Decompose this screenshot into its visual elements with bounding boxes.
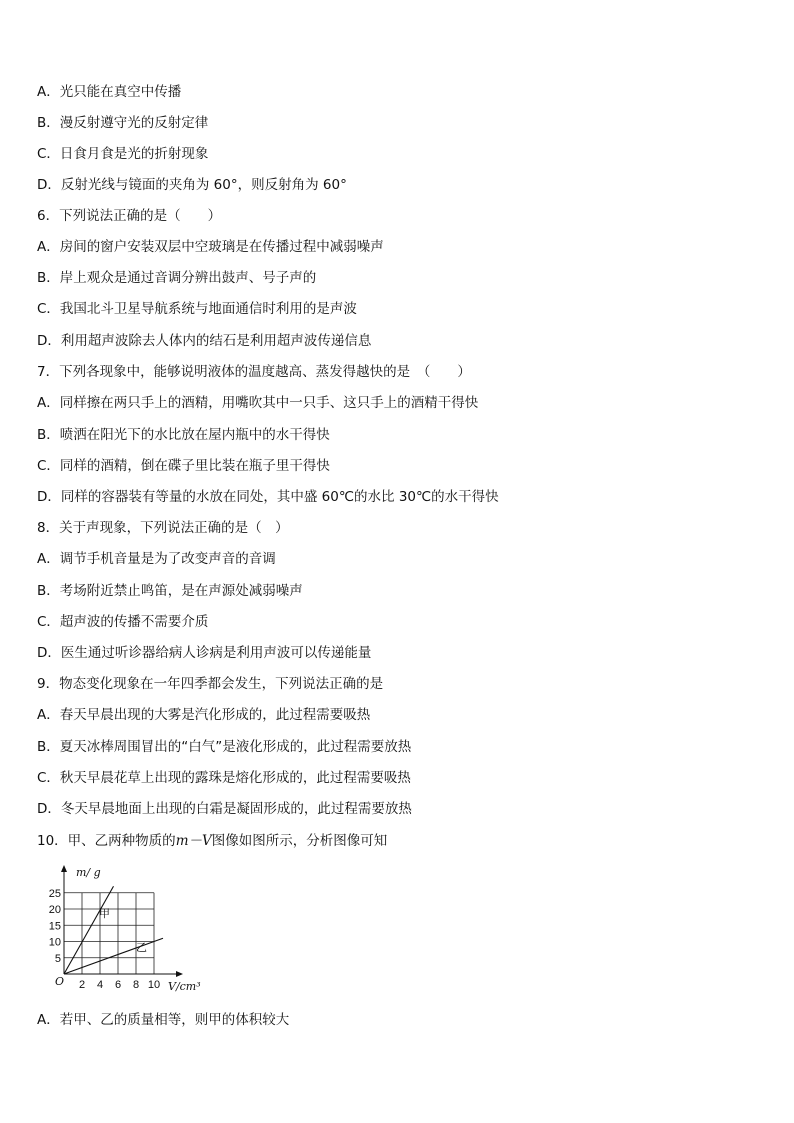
option-7a: A．同样擦在两只手上的酒精，用嘴吹其中一只手、这只手上的酒精干得快 [37,395,479,411]
option-7c: C．同样的酒精，倒在碟子里比装在瓶子里干得快 [37,458,330,474]
option-8a: A．调节手机音量是为了改变声音的音调 [37,551,276,567]
y-tick-label: 20 [48,904,61,916]
series-yi-label: 乙 [136,941,147,954]
option-5d: D．反射光线与镜面的夹角为 60°，则反射角为 60° [37,177,347,193]
option-8b: B．考场附近禁止鸣笛，是在声源处减弱噪声 [37,583,303,599]
x-axis-arrow [176,971,183,977]
x-tick-label: 4 [96,979,104,991]
option-7b: B．喷洒在阳光下的水比放在屋内瓶中的水干得快 [37,427,330,443]
option-9d: D．冬天早晨地面上出现的白霜是凝固形成的，此过程需要放热 [37,801,412,817]
option-8d: D．医生通过听诊器给病人诊病是利用声波可以传递能量 [37,645,372,661]
option-5a: A．光只能在真空中传播 [37,84,182,100]
series-yi-line [64,938,163,974]
series-jia-line [64,886,114,974]
mass-volume-graph-svg [46,862,206,994]
graph-axes [61,865,183,977]
origin-label: O [55,975,65,988]
option-9b: B．夏天冰棒周围冒出的“白气”是液化形成的，此过程需要放热 [37,739,412,755]
y-tick-label: 15 [48,920,61,933]
option-6d: D．利用超声波除去人体内的结石是利用超声波传递信息 [37,333,372,349]
y-tick-label: 25 [48,887,61,900]
question-10 [37,832,387,850]
x-tick-label: 6 [114,979,122,991]
option-6c: C．我国北斗卫星导航系统与地面通信时利用的是声波 [37,301,357,317]
question-9: 9．物态变化现象在一年四季都会发生，下列说法正确的是 [37,676,384,692]
y-tick-label: 5 [54,952,61,965]
graph-series [64,886,163,974]
graph-grid [64,893,154,974]
question-6: 6．下列说法正确的是（ ） [37,208,222,224]
question-8: 8．关于声现象，下列说法正确的是（ ） [37,520,289,536]
mass-volume-graph [46,862,206,994]
x-tick-label: 8 [132,979,140,991]
option-6a: A．房间的窗户安装双层中空玻璃是在传播过程中减弱噪声 [37,239,384,255]
option-10a: A．若甲、乙的质量相等，则甲的体积较大 [37,1012,290,1028]
question-7: 7．下列各现象中，能够说明液体的温度越高、蒸发得越快的是 （ ） [37,364,471,380]
series-jia-label: 甲 [99,907,110,920]
option-5b: B．漫反射遵守光的反射定律 [37,115,209,131]
option-9a: A．春天早晨出现的大雾是汽化形成的，此过程需要吸热 [37,707,371,723]
option-6b: B．岸上观众是通过音调分辨出鼓声、号子声的 [37,270,317,286]
option-8c: C．超声波的传播不需要介质 [37,614,209,630]
y-axis-label: m/ g [76,866,101,879]
x-axis-label: V/cm³ [168,980,201,993]
question-10-formula: m－V [175,833,212,849]
y-tick-label: 10 [48,936,61,949]
y-axis-arrow [61,865,67,872]
option-5c: C．日食月食是光的折射现象 [37,146,209,162]
x-tick-label: 2 [78,979,86,991]
question-10-prefix: 10．甲、乙两种物质的 [37,833,176,849]
option-9c: C．秋天早晨花草上出现的露珠是熔化形成的，此过程需要吸热 [37,770,411,786]
option-7d: D．同样的容器装有等量的水放在同处，其中盛 60℃的水比 30℃的水干得快 [37,489,499,505]
question-10-suffix: 图像如图所示，分析图像可知 [211,833,388,849]
x-tick-label: 10 [147,979,161,991]
